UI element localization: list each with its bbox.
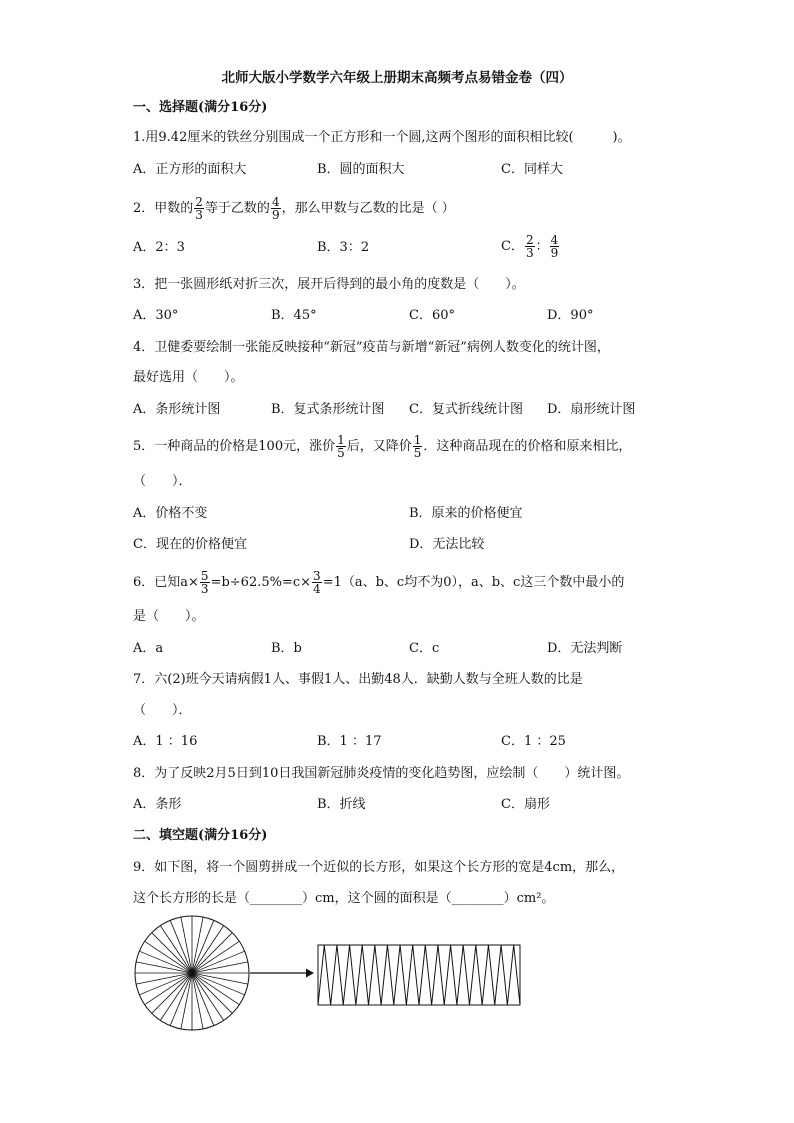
question-9-line-1: 9．如下图，将一个圆剪拼成一个近似的长方形，如果这个长方形的宽是4cm，那么， (133, 860, 625, 875)
q6-option-b: B．b (271, 641, 302, 656)
q5-option-b: B．原来的价格便宜 (409, 506, 523, 521)
q5-fraction-1-numerator: 1 (337, 433, 345, 447)
q2-option-c-fraction-1-numerator: 2 (525, 233, 534, 247)
q2-fraction-1-denominator: 3 (195, 208, 203, 222)
arrow-icon (250, 966, 314, 980)
question-1: 1.用9.42厘米的铁丝分别围成一个正方形和一个圆,这两个图形的面积相比较( )。 (133, 130, 631, 145)
q3-option-a: A．30° (133, 308, 179, 323)
q5-text-1: 5．一种商品的价格是100元，涨价 (133, 439, 336, 454)
q1-option-b: B．圆的面积大 (317, 162, 405, 177)
question-9-line-2: 这个长方形的长是（________）cm，这个圆的面积是（________）cm²。 (133, 891, 555, 906)
zigzag-rectangle-figure (317, 944, 521, 1006)
question-2 (133, 196, 455, 221)
q5-text-3: ．这种商品现在的价格和原来相比， (423, 439, 632, 454)
q2-option-c-fraction-1-denominator: 3 (525, 246, 534, 260)
zigzag-sectors (318, 945, 520, 1005)
q6-text-2: =b÷62.5%=c× (210, 575, 312, 590)
q5-text-2: 后，又降价 (346, 439, 412, 454)
q6-fraction-1 (200, 570, 210, 595)
q2-option-c-label: C． (501, 239, 524, 254)
question-6-line-2: 是（ ）。 (133, 609, 205, 624)
q3-option-d: D．90° (547, 308, 594, 323)
q5-fraction-2-numerator: 1 (413, 433, 422, 447)
question-7-line-1: 7．六(2)班今天请病假1人、事假1人、出勤48人．缺勤人数与全班人数的比是 (133, 672, 583, 687)
q7-option-b: B．1 ：17 (317, 734, 382, 749)
q4-option-c: C．复式折线统计图 (409, 402, 523, 417)
sector-circle-figure (132, 913, 252, 1033)
q7-option-c: C．1 ：25 (501, 734, 566, 749)
question-3: 3．把一张圆形纸对折三次，展开后得到的最小角的度数是（ ）。 (133, 277, 525, 292)
q4-option-a: A．条形统计图 (133, 402, 221, 417)
q6-option-d: D．无法判断 (547, 641, 623, 656)
q6-fraction-2-numerator: 3 (313, 569, 321, 583)
page-title: 北师大版小学数学六年级上册期末高频考点易错金卷（四） (221, 70, 573, 86)
q5-fraction-1-denominator: 5 (337, 446, 345, 460)
q2-option-a: A．2：3 (133, 240, 185, 255)
q2-fraction-2-denominator: 9 (271, 208, 280, 222)
q2-option-c-separator: ： (535, 239, 549, 254)
q4-option-d: D．扇形统计图 (547, 402, 636, 417)
q5-option-c: C．现在的价格便宜 (133, 537, 247, 552)
q2-fraction-1 (194, 196, 204, 221)
question-7-line-2: （ ）． (133, 703, 192, 718)
q2-text-1: 2．甲数的 (133, 201, 194, 216)
q2-option-c (501, 234, 560, 259)
q2-option-c-fraction-2 (550, 234, 560, 259)
q6-option-a: A．a (133, 641, 164, 656)
q5-fraction-2-denominator: 5 (413, 446, 422, 460)
q2-option-c-fraction-2-denominator: 9 (550, 246, 559, 260)
q5-option-a: A．价格不变 (133, 506, 208, 521)
q6-fraction-1-denominator: 3 (200, 582, 209, 596)
q5-option-d: D．无法比较 (409, 537, 485, 552)
q6-fraction-2 (312, 570, 322, 595)
q6-text-1: 6．已知a× (133, 575, 199, 590)
q2-text-3: ，那么甲数与乙数的比是（ ） (281, 201, 455, 216)
q7-option-a: A．1 ：16 (133, 734, 198, 749)
q6-fraction-1-numerator: 5 (200, 569, 209, 583)
q2-fraction-1-numerator: 2 (195, 195, 203, 209)
q6-option-c: C．c (409, 641, 440, 656)
q2-fraction-2-numerator: 4 (271, 195, 280, 209)
question-4-line-2: 最好选用（ ）。 (133, 370, 244, 385)
q2-option-c-fraction-1 (525, 234, 535, 259)
q2-fraction-2 (271, 196, 281, 221)
question-4-line-1: 4．卫健委要绘制一张能反映接种“新冠”疫苗与新增“新冠”病例人数变化的统计图， (133, 340, 610, 355)
q3-option-b: B．45° (271, 308, 317, 323)
q1-option-a: A．正方形的面积大 (133, 162, 247, 177)
q5-fraction-2 (413, 434, 423, 459)
q6-fraction-2-denominator: 4 (313, 582, 321, 596)
q8-option-c: C．扇形 (501, 797, 550, 812)
question-8: 8．为了反映2月5日到10日我国新冠肺炎疫情的变化趋势图，应绘制（ ）统计图。 (133, 766, 630, 781)
question-5-line-2: （ ）． (133, 474, 192, 489)
section-heading-fill-blank: 二、填空题(满分16分) (133, 828, 268, 843)
question-6-line-1 (133, 570, 624, 595)
section-heading-choice: 一、选择题(满分16分) (133, 100, 268, 115)
q5-fraction-1 (336, 434, 346, 459)
question-5-line-1 (133, 434, 631, 459)
q8-option-a: A．条形 (133, 797, 182, 812)
q3-option-c: C．60° (409, 308, 455, 323)
q6-text-3: =1（a、b、c均不为0），a、b、c这三个数中最小的 (322, 575, 625, 590)
q2-option-b: B．3：2 (317, 240, 370, 255)
q2-option-c-fraction-2-numerator: 4 (550, 233, 559, 247)
q2-text-2: 等于乙数的 (204, 201, 270, 216)
q4-option-b: B．复式条形统计图 (271, 402, 385, 417)
q1-option-c: C．同样大 (501, 162, 563, 177)
q8-option-b: B．折线 (317, 797, 366, 812)
